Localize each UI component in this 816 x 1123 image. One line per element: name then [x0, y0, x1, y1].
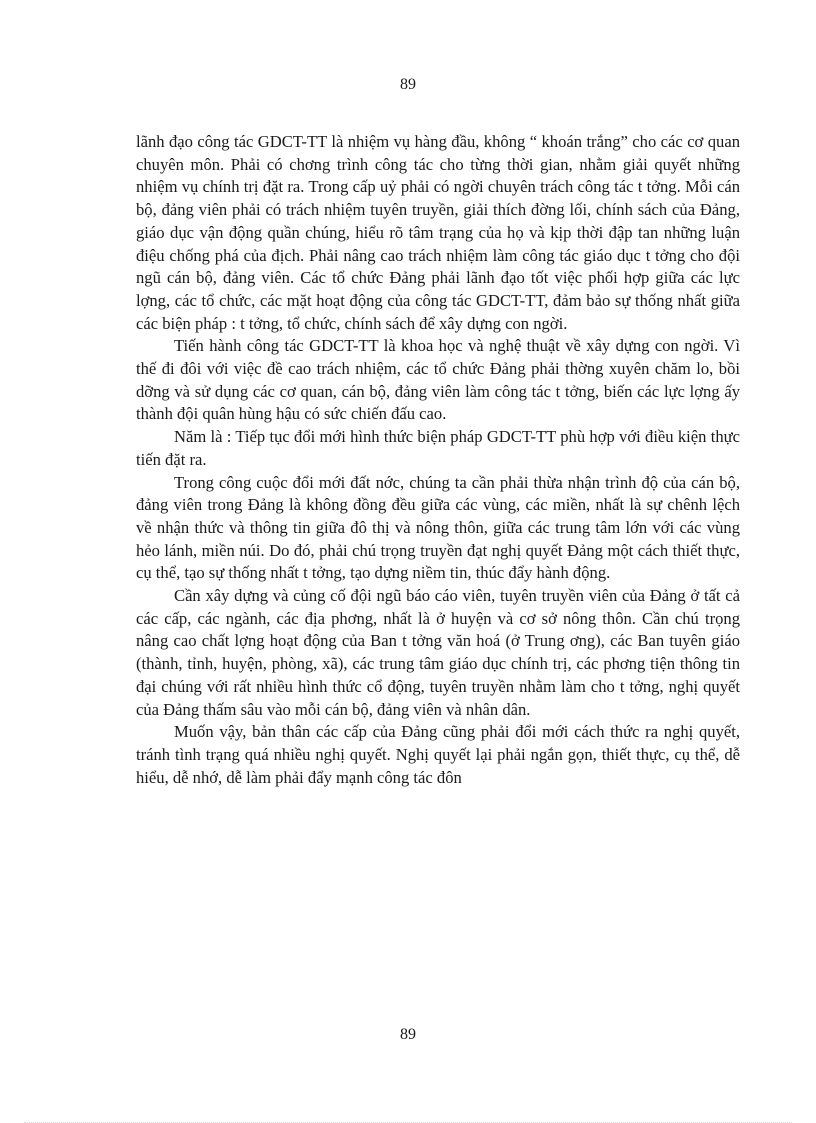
paragraph-5: Cần xây dựng và củng cố đội ngũ báo cáo viên, tuyên truyền viên của Đảng ở tất cả các cấp, các ngành, các địa phơng, nhất là ở huyện và cơ sở nông thôn. Cần chú trọng nâng cao chất lợng hoạt động của Ban t tởng văn hoá (ở Trung ơng), các Ban tuyên giáo (thành, tỉnh, huyện, phòng, xã), các trung tâm giáo dục chính trị, các phơng tiện thông tin đại chúng với rất nhiều hình thức cổ động, tuyên truyền nhằm làm cho t tởng, nghị quyết của Đảng thấm sâu vào mỗi cán bộ, đảng viên và nhân dân. — [136, 586, 740, 719]
paragraph-3: Năm là : Tiếp tục đổi mới hình thức biện pháp GDCT-TT phù hợp với điều kiện thực tiến đặt ra. — [136, 427, 740, 469]
paragraph-2: Tiến hành công tác GDCT-TT là khoa học và nghệ thuật về xây dựng con ngời. Vì thế đi đôi với việc đề cao trách nhiệm, các tổ chức Đảng phải thờng xuyên chăm lo, bồi dỡng và sử dụng các cơ quan, cán bộ, đảng viên làm công tác t tởng, biến các lực lợng ấy thành đội quân hùng hậu có sức chiến đấu cao. — [136, 336, 740, 424]
body-text — [136, 131, 740, 789]
paragraph-6: Muốn vậy, bản thân các cấp của Đảng cũng phải đổi mới cách thức ra nghị quyết, tránh tình trạng quá nhiều nghị quyết. Nghị quyết lại phải ngắn gọn, thiết thực, cụ thể, dễ hiểu, dễ nhớ, dễ làm phải đẩy mạnh công tác đôn — [136, 722, 740, 787]
page-number-bottom: 89 — [400, 1026, 416, 1043]
paragraph-4: Trong công cuộc đổi mới đất nớc, chúng ta cần phải thừa nhận trình độ của cán bộ, đảng viên trong Đảng là không đồng đều giữa các vùng, các miền, nhất là sự chênh lệch về nhận thức và thông tin giữa đô thị và nông thôn, giữa các trung tâm lớn với các vùng hẻo lánh, miền núi. Do đó, phải chú trọng truyền đạt nghị quyết Đảng một cách thiết thực, cụ thể, tạo sự thống nhất t tởng, tạo dựng niềm tin, thúc đẩy hành động. — [136, 472, 740, 583]
paragraph-1: lãnh đạo công tác GDCT-TT là nhiệm vụ hàng đầu, không “ khoán trắng” cho các cơ quan chuyên môn. Phải có chơng trình công tác cho từng thời gian, nhằm giải quyết những nhiệm vụ chính trị đặt ra. Trong cấp uỷ phải có ngời chuyên trách công tác t tởng. Mỗi cán bộ, đảng viên phải có trách nhiệm tuyên truyền, giải thích đờng lối, chính sách của Đảng, giáo dục vận động quần chúng, hiểu rõ tâm trạng của họ và kịp thời đập tan những luận điệu chống phá của địch. Phải nâng cao trách nhiệm làm công tác giáo dục t tởng cho đội ngũ cán bộ, đảng viên. Các tổ chức Đảng phải lãnh đạo tốt việc phối hợp giữa các lực lợng, các tổ chức, các mặt hoạt động của công tác GDCT-TT, đảm bảo sự thống nhất giữa các biện pháp : t tởng, tổ chức, chính sách để xây dựng con ngời. — [136, 132, 740, 333]
page-number-top: 89 — [400, 76, 416, 93]
